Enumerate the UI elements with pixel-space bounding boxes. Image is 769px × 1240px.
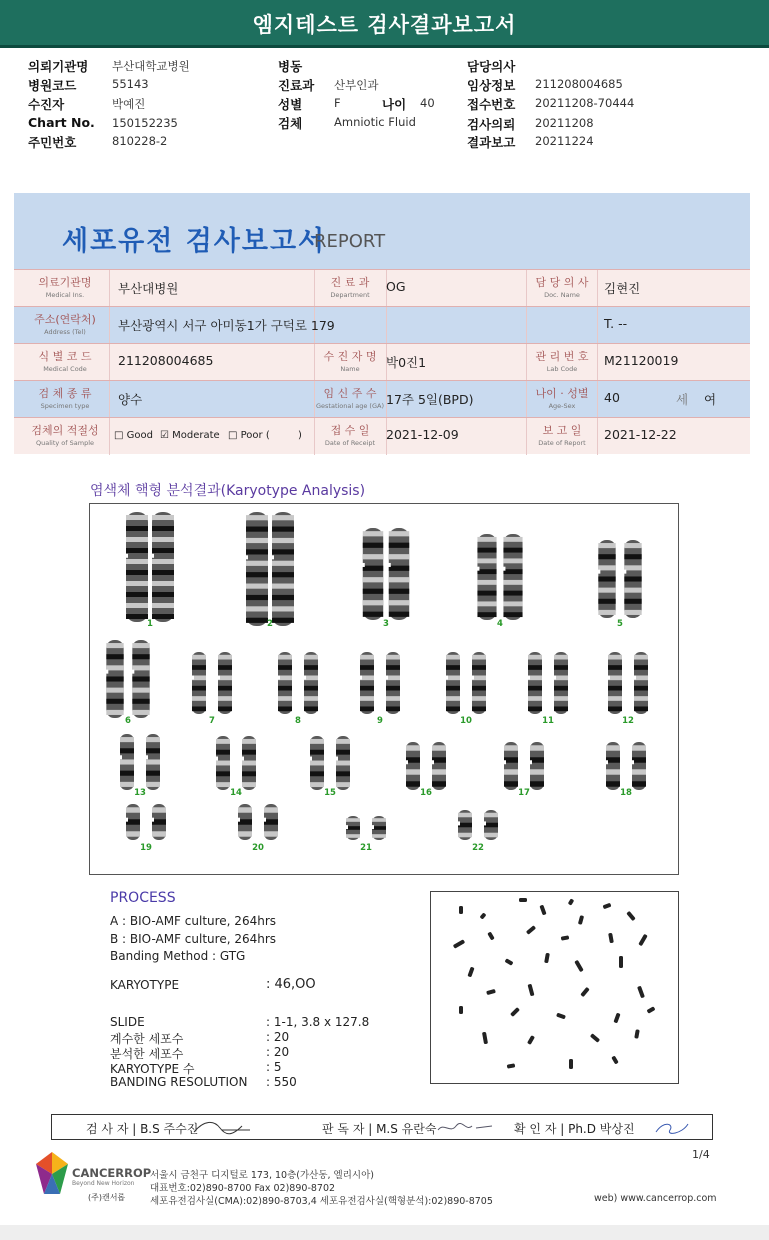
metaphase-chromosome xyxy=(507,1063,516,1068)
row-1-label1-ko: 주소(연락처) xyxy=(34,313,96,326)
metaphase-chromosome xyxy=(561,935,570,940)
row-2-value2: 박0진1 xyxy=(386,355,427,370)
row-4-label3-ko: 보 고 일 xyxy=(542,424,582,437)
row-3-value1: 양수 xyxy=(118,392,143,407)
brand-name: CANCERROP xyxy=(72,1166,152,1180)
footer-web: web) www.cancerrop.com xyxy=(594,1193,717,1204)
metaphase-chromosome xyxy=(486,989,496,995)
row-0-value1: 부산대병원 xyxy=(118,281,179,296)
chromosome-number-13: 13 xyxy=(134,788,146,798)
report-row-3 xyxy=(14,380,750,417)
examiner: 검 사 자 | B.S 주수진 xyxy=(86,1122,199,1136)
metaphase-chromosome xyxy=(480,912,487,919)
hdr-col2-value-1: 산부인과 xyxy=(334,78,379,92)
metaphase-chromosome xyxy=(574,960,583,972)
hdr-col3-value-4: 20211224 xyxy=(535,134,594,148)
chromosome-pair-11 xyxy=(527,652,568,714)
chromosome-pair-6 xyxy=(105,640,149,718)
metaphase-chromosome xyxy=(634,1029,640,1039)
chromosome-number-6: 6 xyxy=(125,716,131,726)
chromosome-number-14: 14 xyxy=(230,788,242,798)
hdr-col1-label-1: 병원코드 xyxy=(28,78,77,93)
hdr-col2-value-2: F xyxy=(334,96,341,110)
row-1-label1 xyxy=(24,313,106,339)
cell-divider xyxy=(597,307,598,344)
row-2-label2-ko: 수 진 자 명 xyxy=(323,350,377,363)
chromosome-number-12: 12 xyxy=(622,716,634,726)
row-3-label3-ko: 나이 · 성별 xyxy=(535,387,589,400)
hdr-col1-label-0: 의뢰기관명 xyxy=(28,59,89,74)
process-heading: PROCESS xyxy=(110,890,176,906)
process-item-value-2: : 20 xyxy=(266,1045,290,1059)
row-1-value1: 부산광역시 서구 아미동1가 구덕로 179 xyxy=(118,318,335,333)
reader: 판 독 자 | M.S 유란숙 xyxy=(322,1122,437,1136)
row-3-label3 xyxy=(526,387,598,413)
row-3-label2 xyxy=(314,387,386,413)
chromosome-pair-16 xyxy=(405,742,446,790)
age-value: 40 xyxy=(420,96,435,110)
row-0-label3-en: Doc. Name xyxy=(544,291,580,299)
process-item-value-4: : 550 xyxy=(266,1075,297,1089)
cell-divider xyxy=(109,418,110,455)
hdr-col3-label-1: 임상정보 xyxy=(467,78,516,93)
hdr-col1-value-1: 55143 xyxy=(112,77,149,91)
chromosome-pair-17 xyxy=(503,742,544,790)
footer-tel: 대표번호:02)890-8700 Fax 02)890-8702 xyxy=(150,1183,336,1194)
karyogram xyxy=(89,503,679,875)
row-3-value3: 40 xyxy=(604,390,620,405)
metaphase-chromosome xyxy=(603,903,612,909)
quality-moderate: ☑ Moderate xyxy=(160,430,220,441)
row-2-label1 xyxy=(24,350,106,376)
row-3-label1 xyxy=(24,387,106,413)
row-2-label3 xyxy=(526,350,598,376)
chromosome-number-11: 11 xyxy=(542,716,554,726)
row-3-label2-ko: 임 신 주 수 xyxy=(323,387,377,400)
chromosome-number-17: 17 xyxy=(518,788,530,798)
metaphase-chromosome xyxy=(544,953,550,964)
chromosome-number-1: 1 xyxy=(147,619,153,629)
process-a: A : BIO-AMF culture, 264hrs xyxy=(110,914,277,928)
metaphase-chromosome xyxy=(459,906,463,914)
row-4-label1-ko: 검체의 적절성 xyxy=(31,424,99,437)
row-0-label1-en: Medical Ins. xyxy=(45,291,85,299)
row-3-label1-ko: 검 체 종 류 xyxy=(38,387,92,400)
metaphase-chromosome xyxy=(519,898,527,902)
brand-tagline: Beyond New Horizon xyxy=(72,1180,135,1187)
report-title-en: REPORT xyxy=(314,231,386,252)
hdr-col3-label-3: 검사의뢰 xyxy=(467,117,516,132)
hdr-col2-label-1: 진료과 xyxy=(278,78,315,93)
chromosome-pair-8 xyxy=(277,652,318,714)
chromosome-number-22: 22 xyxy=(472,843,484,853)
metaphase-chromosome xyxy=(568,898,574,905)
karyogram-image xyxy=(90,504,680,876)
chromosome-pair-22 xyxy=(457,810,498,840)
reader-signature xyxy=(436,1120,496,1136)
metaphase-chromosome xyxy=(637,986,645,999)
process-item-value-3: : 5 xyxy=(266,1060,282,1074)
row-3-value2: 17주 5일(BPD) xyxy=(386,392,474,407)
process-item-label-2: 분석한 세포수 xyxy=(110,1047,184,1061)
footer-address: 서울시 금천구 디지털로 173, 10층(가산동, 엘리시아) xyxy=(150,1170,374,1181)
row-0-value3: 김현진 xyxy=(604,281,641,296)
chromosome-number-15: 15 xyxy=(324,788,336,798)
chromosome-pair-10 xyxy=(445,652,486,714)
hdr-col3-value-2: 20211208-70444 xyxy=(535,96,635,110)
chromosome-number-2: 2 xyxy=(267,619,273,629)
chromosome-pair-9 xyxy=(359,652,400,714)
process-item-label-3: KARYOTYPE 수 xyxy=(110,1062,195,1076)
examiner-signature xyxy=(192,1118,254,1138)
chromosome-pair-7 xyxy=(191,652,232,714)
row-2-value3: M21120019 xyxy=(604,353,679,368)
cell-divider xyxy=(526,307,527,344)
process-item-label-4: BANDING RESOLUTION xyxy=(110,1075,248,1089)
row-2-label3-en: Lab Code xyxy=(546,365,578,373)
metaphase-chromosome xyxy=(626,911,635,921)
row-0-label3 xyxy=(526,276,598,302)
metaphase-chromosome xyxy=(580,987,589,997)
metaphase-chromosome xyxy=(619,956,623,968)
row-0-label3-ko: 담 당 의 사 xyxy=(535,276,589,289)
metaphase-chromosome xyxy=(647,1006,656,1013)
signature-bar xyxy=(51,1114,713,1140)
metaphase-chromosome xyxy=(528,984,535,997)
row-2-label2 xyxy=(314,350,386,376)
metaphase-chromosome xyxy=(526,925,536,934)
report-row-0 xyxy=(14,269,750,306)
report-banner xyxy=(14,193,750,269)
row-4-label3 xyxy=(526,424,598,450)
hdr-col3-value-3: 20211208 xyxy=(535,116,594,130)
cell-divider xyxy=(109,344,110,381)
quality-good: □ Good xyxy=(114,430,153,441)
chromosome-number-10: 10 xyxy=(460,716,472,726)
row-0-label2-en: Department xyxy=(330,291,370,299)
row-2-value1: 211208004685 xyxy=(118,353,214,368)
chromosome-number-16: 16 xyxy=(420,788,432,798)
top-title: 엠지테스트 검사결과보고서 xyxy=(252,13,517,37)
karyotype-label: KARYOTYPE xyxy=(110,978,180,992)
row-0-label2 xyxy=(314,276,386,302)
hdr-col2-label-0: 병동 xyxy=(278,59,303,74)
chromosome-pair-20 xyxy=(237,804,278,840)
hdr-col1-value-3: 150152235 xyxy=(112,116,178,130)
quality-poor: □ Poor ( xyxy=(228,430,270,441)
company-name: (주)캔서롭 xyxy=(88,1193,126,1202)
row-4-label1-en: Quality of Sample xyxy=(36,439,94,447)
metaphase-chromosome xyxy=(569,1059,573,1069)
row-2-label2-en: Name xyxy=(340,365,360,373)
chromosome-pair-12 xyxy=(607,652,648,714)
hdr-col2-value-3: Amniotic Fluid xyxy=(334,115,416,129)
chromosome-pair-5 xyxy=(597,540,641,618)
hdr-col1-label-2: 수진자 xyxy=(28,97,65,112)
chromosome-number-5: 5 xyxy=(617,619,623,629)
chromosome-number-19: 19 xyxy=(140,843,152,853)
row-1-value3: T. -- xyxy=(604,316,628,331)
row-0-label2-ko: 진 료 과 xyxy=(330,276,370,289)
chromosome-pair-3 xyxy=(362,528,409,620)
sex-value: 여 xyxy=(704,392,717,407)
chromosome-pair-2 xyxy=(245,512,294,626)
metaphase-chromosome xyxy=(539,905,546,916)
banding-method: Banding Method : GTG xyxy=(110,949,246,963)
top-title-bar xyxy=(0,0,769,48)
metaphase-chromosome xyxy=(510,1007,520,1017)
process-item-value-1: : 20 xyxy=(266,1030,290,1044)
row-4-label2 xyxy=(314,424,386,450)
metaphase-chromosome xyxy=(453,939,465,948)
metaphase-chromosome xyxy=(613,1013,620,1024)
chromosome-number-21: 21 xyxy=(360,843,372,853)
hdr-col2-label-2: 성별 xyxy=(278,97,303,112)
chromosome-number-20: 20 xyxy=(252,843,264,853)
process-item-label-0: SLIDE xyxy=(110,1015,145,1029)
chromosome-pair-13 xyxy=(119,734,160,790)
chromosome-number-18: 18 xyxy=(620,788,632,798)
chromosome-number-9: 9 xyxy=(377,716,383,726)
cell-divider xyxy=(109,307,110,344)
cytogenetic-report xyxy=(14,193,750,451)
metaphase-chromosome xyxy=(482,1032,488,1045)
row-0-value2: OG xyxy=(386,279,406,294)
row-3-label3-en: Age-Sex xyxy=(548,402,576,410)
row-4-label2-en: Date of Receipt xyxy=(324,439,376,447)
chromosome-number-4: 4 xyxy=(497,619,503,629)
hdr-col3-label-0: 담당의사 xyxy=(467,59,516,74)
bottom-strip xyxy=(0,1225,769,1240)
metaphase-chromosome xyxy=(459,1006,463,1014)
row-2-label3-ko: 관 리 번 호 xyxy=(535,350,589,363)
row-4-label3-en: Date of Report xyxy=(538,439,586,447)
footer-labs: 세포유전검사실(CMA):02)890-8703,4 세포유전검사실(핵형분석):02)890-8705 xyxy=(150,1196,493,1207)
chromosome-pair-14 xyxy=(215,736,256,790)
karyotype-title: 염색체 핵형 분석결과(Karyotype Analysis) xyxy=(90,483,366,499)
hdr-col1-value-4: 810228-2 xyxy=(112,134,168,148)
metaphase-chromosome xyxy=(578,915,584,925)
chromosome-number-7: 7 xyxy=(209,716,215,726)
page-number: 1/4 xyxy=(692,1148,710,1161)
chromosome-number-3: 3 xyxy=(383,619,389,629)
metaphase-chromosome xyxy=(467,967,474,978)
metaphase-chromosome xyxy=(611,1056,618,1065)
cell-divider xyxy=(109,381,110,418)
chromosome-pair-21 xyxy=(345,816,386,840)
confirmer-signature xyxy=(652,1118,692,1138)
chromosome-pair-18 xyxy=(605,742,646,790)
row-4-value3: 2021-12-22 xyxy=(604,427,677,442)
metaphase-chromosome xyxy=(527,1035,535,1045)
row-2-label1-ko: 식 별 코 드 xyxy=(38,350,92,363)
metaphase-chromosome xyxy=(487,932,494,941)
hdr-col3-label-2: 접수번호 xyxy=(467,97,516,112)
hdr-col1-label-3: Chart No. xyxy=(28,115,95,130)
report-title: 세포유전 검사보고서 xyxy=(62,226,327,257)
chromosome-pair-15 xyxy=(309,736,350,790)
row-2-label1-en: Medical Code xyxy=(43,365,87,373)
hdr-col2-label-3: 검체 xyxy=(278,116,303,131)
metaphase-chromosome xyxy=(505,958,514,965)
row-0-label1 xyxy=(24,276,106,302)
hdr-col1-label-4: 주민번호 xyxy=(28,135,77,150)
confirmer: 확 인 자 | Ph.D 박상진 xyxy=(514,1122,635,1136)
metaphase-chromosome xyxy=(556,1013,566,1020)
row-3-label2-en: Gestational age (GA) xyxy=(316,402,384,410)
chromosome-pair-19 xyxy=(125,804,166,840)
process-item-label-1: 계수한 세포수 xyxy=(110,1032,184,1046)
cell-divider xyxy=(386,307,387,344)
quality-poor-close: ) xyxy=(298,430,302,441)
age-label: 나이 xyxy=(382,97,407,112)
metaphase-chromosome xyxy=(608,933,614,944)
report-row-2 xyxy=(14,343,750,380)
hdr-col1-value-2: 박예진 xyxy=(112,97,146,111)
age-unit: 세 xyxy=(676,392,689,407)
metaphase-spread xyxy=(431,892,678,1083)
row-1-label1-en: Address (Tel) xyxy=(44,328,86,336)
chromosome-number-8: 8 xyxy=(295,716,301,726)
row-4-value2: 2021-12-09 xyxy=(386,427,459,442)
metaphase-chromosome xyxy=(590,1033,600,1042)
report-row-1 xyxy=(14,306,750,343)
row-4-label2-ko: 접 수 일 xyxy=(330,424,370,437)
hdr-col1-value-0: 부산대학교병원 xyxy=(112,59,190,73)
chromosome-pair-4 xyxy=(476,534,522,620)
row-3-label1-en: Specimen type xyxy=(40,402,90,410)
metaphase-image xyxy=(430,891,679,1084)
hdr-col3-label-4: 결과보고 xyxy=(467,135,516,150)
cell-divider xyxy=(109,270,110,307)
report-row-4 xyxy=(14,417,750,454)
process-b: B : BIO-AMF culture, 264hrs xyxy=(110,932,277,946)
chromosome-pair-1 xyxy=(125,512,174,622)
row-0-label1-ko: 의료기관명 xyxy=(38,276,92,289)
metaphase-chromosome xyxy=(638,934,647,946)
cancerrop-logo-icon xyxy=(34,1150,70,1196)
hdr-col3-value-1: 211208004685 xyxy=(535,77,623,91)
process-item-value-0: : 1-1, 3.8 x 127.8 xyxy=(266,1015,370,1029)
karyotype-value: : 46,OO xyxy=(266,977,316,992)
row-4-label1 xyxy=(24,424,106,450)
